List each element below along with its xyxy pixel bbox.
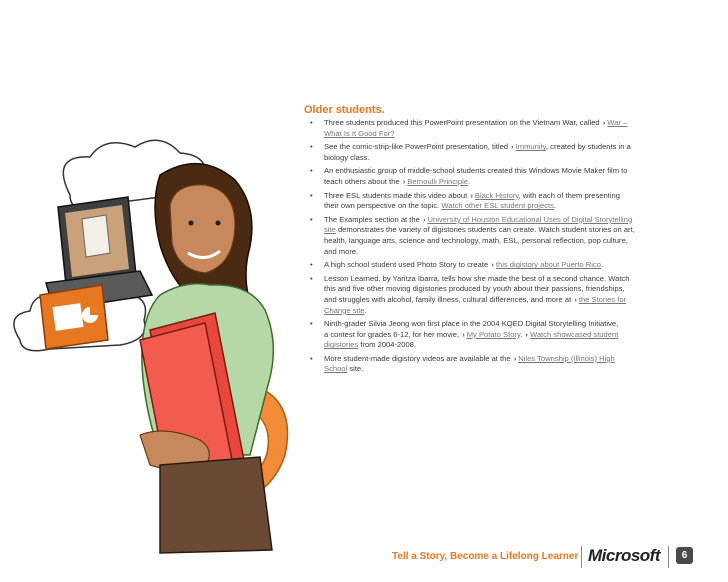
chevron-right-icon: › [574, 294, 577, 304]
item-text: A high school student used Photo Story to create [324, 260, 491, 270]
item-link[interactable]: Watch other ESL student projects [441, 201, 554, 211]
item-text: demonstrates the variety of digistories students can create. Watch student stories on art, [335, 225, 635, 235]
item-text: An enthusiastic group of middle-school students created this Windows Movie Maker film to [324, 166, 628, 176]
item-text: , with each of them presenting [518, 190, 620, 200]
item-link[interactable]: Watch showcased student [529, 329, 619, 339]
list-item [304, 260, 694, 271]
content-area [304, 104, 694, 378]
item-link[interactable]: Black History [474, 190, 519, 200]
item-text: biology class. [324, 152, 370, 162]
item-link[interactable]: this digistory about Puerto Rico [495, 260, 601, 270]
item-link[interactable]: Change site [324, 305, 365, 315]
item-text: this and five other moving digistories produced by youth about their passions, friendships, [324, 284, 625, 294]
list-item [304, 166, 694, 187]
item-text: Lesson Learned, by Yaritza Ibarra, tells how she made the best of a second chance. Watch [324, 273, 630, 283]
item-link[interactable]: Immunity [515, 142, 546, 152]
item-text: . [468, 176, 471, 186]
student-illustration [10, 135, 300, 555]
item-text: Three students produced this PowerPoint presentation on the Vietnam War, called [324, 118, 602, 127]
chevron-right-icon: › [402, 176, 406, 186]
item-text: . [364, 305, 367, 315]
item-text: . [520, 329, 525, 339]
footer-divider [668, 546, 669, 568]
girl-skirt [160, 457, 272, 553]
chevron-right-icon: › [525, 329, 528, 339]
list-item [304, 142, 694, 163]
list-item [304, 118, 694, 139]
powerpoint-logo-icon [40, 285, 108, 349]
footer-divider [581, 546, 582, 568]
chevron-right-icon: › [513, 353, 517, 363]
item-text: See the comic-strip-like PowerPoint presentation, titled [324, 142, 511, 152]
chevron-right-icon: › [602, 118, 606, 127]
item-link[interactable]: the Stories for [578, 294, 627, 304]
item-text: and struggles with alcohol, family illness, cultural differences, and more at [324, 294, 574, 304]
item-text: Three ESL students made this video about [324, 190, 470, 200]
list-item [304, 274, 694, 316]
section-heading: Older students. [304, 104, 385, 116]
item-link[interactable]: Niles Township (Illinois) High [518, 353, 615, 363]
item-text: . [553, 201, 557, 211]
item-link[interactable]: University of Houston Educational Uses of Digital Storytelling [427, 214, 633, 224]
item-link[interactable]: What Is It Good For? [324, 128, 395, 138]
chevron-right-icon: › [511, 142, 514, 152]
item-link[interactable]: site [324, 225, 336, 235]
item-text: and more. [324, 246, 359, 256]
item-text: teach others about the [324, 176, 402, 186]
item-text: Ninth-grader Silvia Jeong won first place in the 2004 KQED Digital Storytelling Initiative, [324, 319, 619, 329]
chevron-right-icon: › [422, 214, 426, 224]
item-link[interactable]: War – [607, 118, 628, 127]
item-text: The Examples section at the [324, 214, 422, 224]
list-item [304, 215, 694, 257]
list-item [304, 354, 694, 375]
item-link[interactable]: Bernoulli Principle [407, 176, 468, 186]
item-text: , created by students in a [545, 142, 631, 152]
microsoft-logo: Microsoft [588, 546, 660, 565]
item-link[interactable]: digistories [324, 340, 359, 350]
page-footer [0, 540, 728, 572]
chevron-right-icon: › [470, 190, 473, 200]
item-text: . [600, 260, 604, 270]
girl-face [170, 185, 235, 273]
item-link[interactable]: My Potato Story [466, 329, 521, 339]
student-examples-list [304, 118, 694, 375]
item-text: More student-made digistory videos are available at the [324, 353, 513, 363]
item-text: site. [347, 364, 364, 374]
list-item [304, 191, 694, 212]
chevron-right-icon: › [462, 329, 465, 339]
item-text: a contest for grades 6-12, for her movie, [324, 329, 462, 339]
item-text: health, language arts, science and technology, math, ESL, personal reflection, pop culture, [324, 235, 628, 245]
footer-tagline: Tell a Story, Become a Lifelong Learner [392, 551, 579, 562]
item-link[interactable]: School [324, 364, 348, 374]
page-number-badge: 6 [676, 547, 693, 564]
item-text: their own perspective on the topic. [324, 201, 442, 211]
chevron-right-icon: › [491, 260, 494, 270]
item-text: from 2004-2008. [358, 340, 417, 350]
list-item [304, 319, 694, 351]
